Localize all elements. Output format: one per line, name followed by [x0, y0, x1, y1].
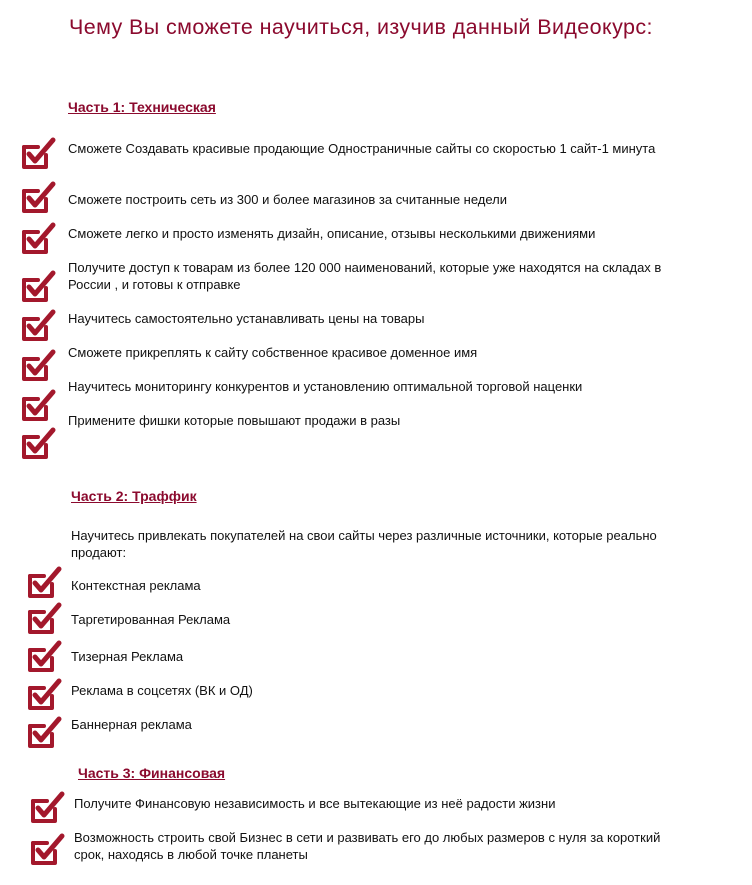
page-title: Чему Вы сможете научиться, изучив данный Видеокурс:	[69, 15, 653, 39]
checkbox-checked-icon	[20, 137, 56, 170]
checkbox-checked-icon	[20, 222, 56, 255]
checkbox-checked-icon	[20, 270, 56, 303]
checkbox-checked-icon	[26, 716, 62, 749]
section-heading-part-1: Часть 1: Техническая	[68, 99, 216, 115]
list-item-text: Контекстная реклама	[71, 578, 201, 593]
checkbox-checked-icon	[26, 566, 62, 599]
list-item-text: Получите Финансовую независимость и все вытекающие из неё радости жизни	[74, 796, 556, 811]
list-item-text: Научитесь мониторингу конкурентов и установлению оптимальной торговой наценки	[68, 379, 583, 394]
checkbox-checked-icon	[20, 181, 56, 214]
list-item-text: Примените фишки которые повышают продажи в разы	[68, 413, 401, 428]
list-item-text: Таргетированная Реклама	[71, 612, 231, 627]
list-item-text: Научитесь самостоятельно устанавливать цены на товары	[68, 311, 425, 326]
list-item-text: Сможете построить сеть из 300 и более магазинов за считанные недели	[68, 192, 508, 207]
checkbox-checked-icon	[29, 833, 65, 866]
list-item-text: Баннерная реклама	[71, 717, 192, 732]
list-item-text: Сможете легко и просто изменять дизайн, описание, отзывы несколькими движениями	[68, 226, 596, 241]
checkbox-checked-icon	[20, 349, 56, 382]
section-intro: Научитесь привлекать покупателей на свои сайты через различные источники, которые реально продают:	[71, 528, 657, 560]
list-item-text: Сможете Создавать красивые продающие Одностраничные сайты со скоростью 1 сайт-1 минута	[68, 141, 656, 156]
checkbox-checked-icon	[26, 640, 62, 673]
checkbox-checked-icon	[29, 791, 65, 824]
checkbox-checked-icon	[26, 602, 62, 635]
section-heading-part-3: Часть 3: Финансовая	[78, 765, 226, 781]
section-heading-part-2: Часть 2: Траффик	[71, 488, 197, 504]
checkbox-checked-icon	[20, 427, 56, 460]
list-item-text: Реклама в соцсетях (ВК и ОД)	[71, 683, 253, 698]
list-item-text: Сможете прикреплять к сайту собственное красивое доменное имя	[68, 345, 478, 360]
checkbox-checked-icon	[26, 678, 62, 711]
checkbox-checked-icon	[20, 309, 56, 342]
list-item-text: Получите доступ к товарам из более 120 000 наименований, которые уже находятся на складах в России , и готовы к отправке	[68, 260, 662, 292]
list-item-text: Возможность строить свой Бизнес в сети и развивать его до любых размеров с нуля за короткий срок, находясь в любой точке планеты	[74, 830, 661, 862]
checkbox-checked-icon	[20, 389, 56, 422]
list-item-text: Тизерная Реклама	[71, 649, 184, 664]
